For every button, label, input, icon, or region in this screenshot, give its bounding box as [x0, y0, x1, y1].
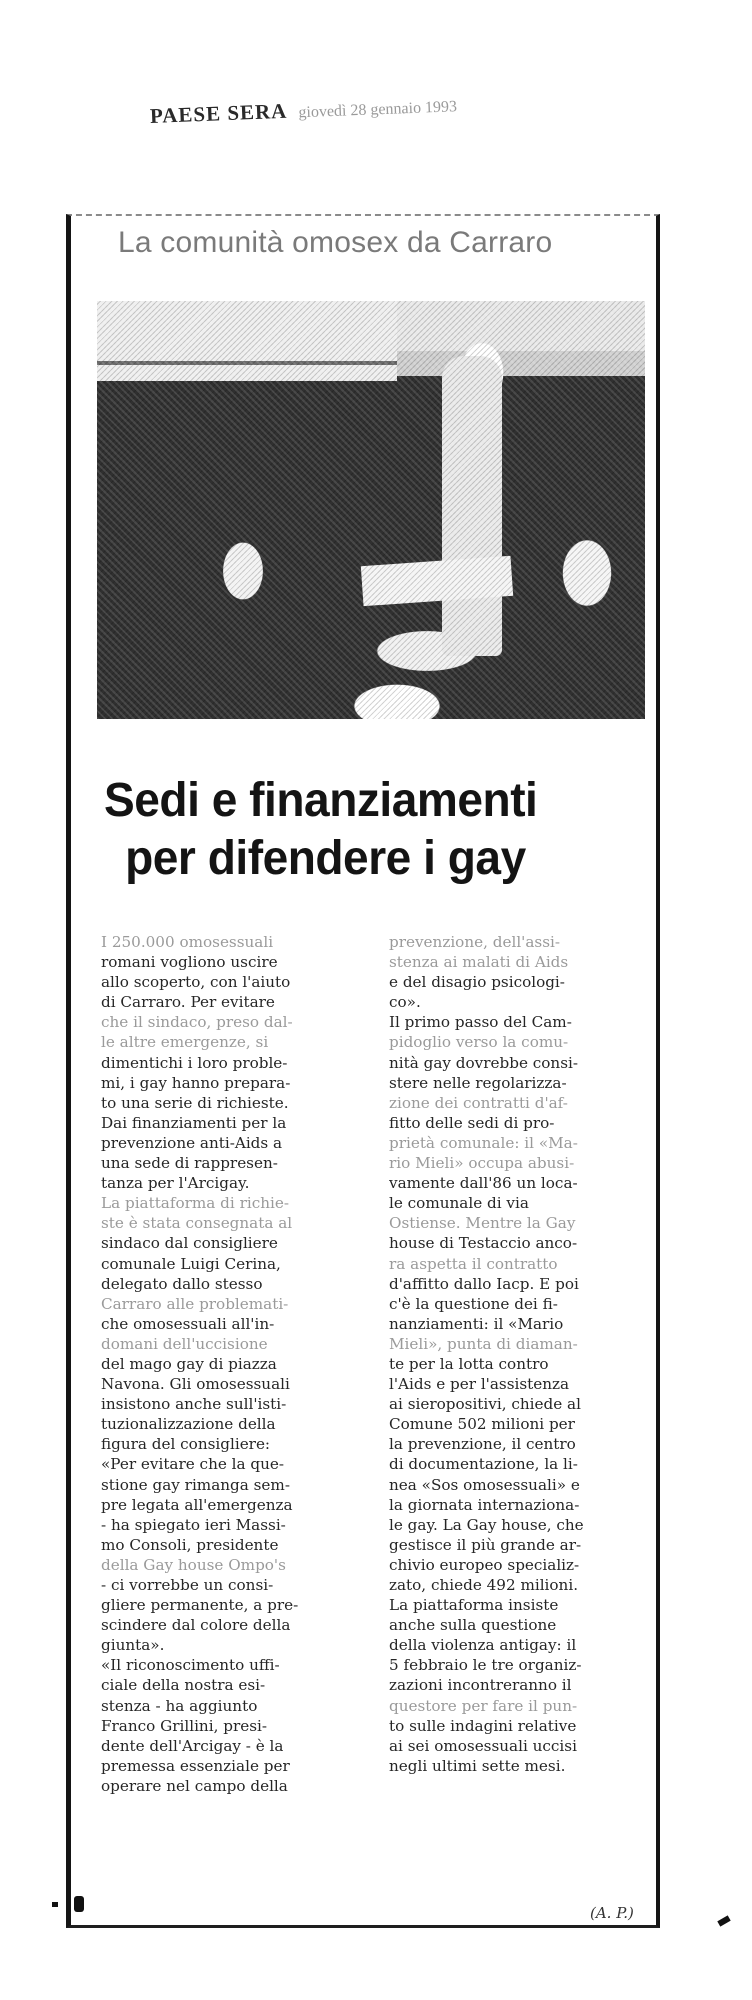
article-text-line: di Carraro. Per evitare	[101, 993, 275, 1012]
article-text-line: Navona. Gli omosessuali	[101, 1375, 290, 1394]
article-text-line: Franco Grillini, presi-	[101, 1716, 267, 1735]
article-text-line: prietà comunale: il «Ma-	[389, 1133, 578, 1152]
article-text-line: delegato dallo stesso	[101, 1274, 263, 1293]
author-signature: (A. P.)	[590, 1904, 634, 1922]
article-text-line: le altre emergenze, si	[101, 1033, 269, 1052]
headline-line-1: Sedi e finanziamenti	[104, 774, 538, 827]
article-text-line: zione dei contratti d'af-	[389, 1093, 568, 1112]
article-text-line: pre legata all'emergenza	[101, 1495, 293, 1514]
article-text-line: scindere dal colore della	[101, 1616, 291, 1635]
article-text-line: nanziamenti: il «Mario	[389, 1314, 564, 1333]
article-text-line: «Il riconoscimento uffi-	[101, 1656, 280, 1675]
article-kicker: La comunità omosex da Carraro	[118, 226, 553, 259]
article-text-line: della Gay house Ompo's	[101, 1555, 286, 1574]
article-text-line: e del disagio psicologi-	[389, 973, 565, 992]
article-text-line: zato, chiede 492 milioni.	[389, 1576, 579, 1594]
article-photo	[97, 301, 645, 719]
article-text-line: stenza - ha aggiunto	[101, 1696, 258, 1715]
article-text-line: nità gay dovrebbe consi-	[389, 1053, 578, 1072]
article-text-line: premessa essenziale per	[101, 1756, 290, 1775]
article-text-line: stenza ai malati di Aids	[389, 953, 569, 972]
article-text-line: ai sei omosessuali uccisi	[389, 1736, 577, 1755]
article-text-line: tuzionalizzazione della	[101, 1415, 276, 1434]
article-text-line: ra aspetta il contratto	[389, 1254, 558, 1273]
article-text-line: zazioni incontreranno il	[389, 1676, 572, 1695]
article-text-line: - ci vorrebbe un consi-	[101, 1576, 274, 1594]
article-text-line: ste è stata consegnata al	[101, 1214, 293, 1233]
article-text-line: Carraro alle problemati-	[101, 1294, 289, 1313]
article-text-line: rio Mieli» occupa abusi-	[389, 1154, 575, 1173]
article-text-line: pidoglio verso la comu-	[389, 1033, 569, 1052]
article-text-line: una sede di rappresen-	[101, 1154, 278, 1173]
article-text-line: comunale Luigi Cerina,	[101, 1254, 281, 1273]
article-text-line: insistono anche sull'isti-	[101, 1395, 287, 1414]
article-text-line: del mago gay di piazza	[101, 1354, 277, 1373]
article-text-line: negli ultimi sette mesi.	[389, 1756, 566, 1775]
photo-halftone-texture	[97, 301, 645, 719]
article-text-line: sindaco dal consigliere	[101, 1234, 278, 1253]
article-text-line: 5 febbraio le tre organiz-	[389, 1656, 582, 1675]
article-text-line: stione gay rimanga sem-	[101, 1475, 290, 1494]
article-text-line: - ha spiegato ieri Massi-	[101, 1515, 286, 1534]
article-text-line: dimentichi i loro proble-	[101, 1053, 288, 1072]
article-text-line: figura del consigliere:	[101, 1435, 271, 1454]
margin-mark-left-hook	[74, 1896, 84, 1912]
margin-mark-right	[717, 1915, 730, 1926]
article-text-line: che il sindaco, preso dal-	[101, 1013, 293, 1032]
article-column-right	[389, 932, 653, 1776]
article-text-line: ciale della nostra esi-	[101, 1676, 266, 1695]
article-text-line: romani vogliono uscire	[101, 953, 278, 972]
article-text-line: gestisce il più grande ar-	[389, 1535, 582, 1554]
article-text-line: to sulle indagini relative	[389, 1716, 577, 1735]
newspaper-name: PAESE SERA	[149, 98, 288, 128]
article-headline	[104, 772, 622, 888]
article-column-left	[101, 932, 363, 1796]
article-text-line: Il primo passo del Cam-	[389, 1013, 572, 1032]
article-text-line: l'Aids e per l'assistenza	[389, 1375, 570, 1394]
margin-mark-left	[52, 1902, 58, 1907]
headline-line-2: per difendere i gay	[125, 832, 526, 885]
article-text-line: «Per evitare che la que-	[101, 1455, 285, 1474]
article-text-line: allo scoperto, con l'aiuto	[101, 973, 291, 992]
article-text-line: La piattaforma di richie-	[101, 1194, 289, 1213]
article-text-line: Dai finanziamenti per la	[101, 1113, 287, 1132]
article-text-line: la giornata internaziona-	[389, 1495, 580, 1514]
article-text-line: la prevenzione, il centro	[389, 1435, 576, 1454]
article-text-line: Comune 502 milioni per	[389, 1415, 575, 1434]
article-text-line: ai sieropositivi, chiede al	[389, 1395, 581, 1414]
article-text-line: fitto delle sedi di pro-	[389, 1113, 555, 1132]
publication-date: giovedì 28 gennaio 1993	[298, 98, 458, 122]
article-text-line: house di Testaccio anco-	[389, 1234, 578, 1253]
article-text-line: questore per fare il pun-	[389, 1696, 578, 1715]
article-text-line: stere nelle regolarizza-	[389, 1073, 567, 1092]
article-text-line: anche sulla questione	[389, 1616, 557, 1635]
article-text-line: c'è la questione dei fi-	[389, 1294, 558, 1313]
article-text-line: mo Consoli, presidente	[101, 1535, 279, 1554]
article-text-line: di documentazione, la li-	[389, 1455, 578, 1474]
article-text-line: te per la lotta contro	[389, 1354, 549, 1373]
article-text-line: che omosessuali all'in-	[101, 1314, 275, 1333]
article-text-line: le comunale di via	[389, 1194, 529, 1213]
article-text-line: dente dell'Arcigay - è la	[101, 1736, 284, 1755]
article-text-line: prevenzione, dell'assi-	[389, 933, 560, 951]
article-text-line: operare nel campo della	[101, 1776, 288, 1795]
article-text-line: giunta».	[101, 1636, 165, 1655]
article-text-line: vamente dall'86 un loca-	[389, 1174, 578, 1193]
newspaper-masthead	[150, 92, 458, 129]
article-text-line: d'affitto dallo Iacp. E poi	[389, 1274, 579, 1293]
article-text-line: domani dell'uccisione	[101, 1334, 268, 1353]
article-text-line: to una serie di richieste.	[101, 1093, 289, 1112]
article-text-line: I 250.000 omosessuali	[101, 933, 274, 951]
article-text-line: La piattaforma insiste	[389, 1596, 559, 1615]
article-text-line: co».	[389, 993, 421, 1012]
article-text-line: le gay. La Gay house, che	[389, 1515, 584, 1534]
article-text-line: mi, i gay hanno prepara-	[101, 1073, 291, 1092]
article-text-line: nea «Sos omosessuali» e	[389, 1475, 580, 1494]
article-text-line: Ostiense. Mentre la Gay	[389, 1214, 576, 1233]
article-text-line: della violenza antigay: il	[389, 1636, 577, 1655]
article-text-line: Mieli», punta di diaman-	[389, 1334, 578, 1353]
article-text-line: chivio europeo specializ-	[389, 1555, 580, 1574]
article-text-line: prevenzione anti-Aids a	[101, 1133, 283, 1152]
article-text-line: tanza per l'Arcigay.	[101, 1174, 250, 1193]
article-text-line: gliere permanente, a pre-	[101, 1596, 299, 1615]
